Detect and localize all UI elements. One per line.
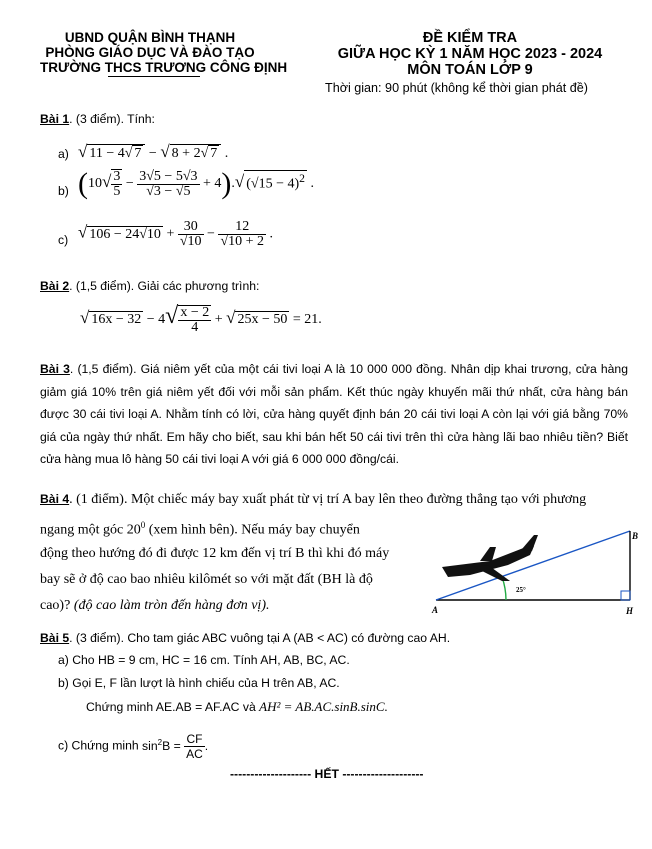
airplane-figure <box>430 525 640 620</box>
bai5-c-text: c) Chứng minh <box>58 738 143 753</box>
bai1-b-expression: (10√ $\frac{3}{5}$ − $\frac{3√5 - 5√3}{√3 - √5}$ + 4).√ $(√15 - 4)^2$ . <box>78 167 314 200</box>
exam-title: ĐỀ KIỂM TRA <box>422 30 518 46</box>
bai3-paragraph <box>40 358 628 471</box>
bai4-label: Bài 4 <box>40 492 70 506</box>
bai2-heading <box>40 278 259 294</box>
label-H: H <box>626 606 634 616</box>
bai1-a-label: a) <box>58 147 69 161</box>
header-left <box>40 30 288 75</box>
bai2-label: Bài 2 <box>40 279 70 293</box>
label-B: B <box>632 531 639 541</box>
department-name: UBND QUẬN BÌNH THẠNH <box>64 30 236 45</box>
bai1-title: . (3 điểm). Tính: <box>69 112 155 126</box>
school-name: TRƯỜNG THCS TRƯƠNG CÔNG ĐỊNH <box>40 60 288 75</box>
bai3-label: Bài 3 <box>40 362 70 376</box>
label-A: A <box>432 605 439 615</box>
bai5-heading <box>40 630 450 646</box>
bai4-line2-text: ngang một góc 20 <box>40 522 141 538</box>
bai5-a: a) Cho HB = 9 cm, HC = 16 cm. Tính AH, AB, BC, AC. <box>58 653 350 667</box>
bai1-a-expression: √ 11 − 4√ 7 − √ 8 + 2√ 7 . <box>78 142 229 161</box>
bai5-b: b) Gọi E, F lần lượt là hình chiếu của H trên AB, AC. <box>58 676 340 690</box>
bai4-line4: bay sẽ ở độ cao bao nhiêu kilômét so với mặt đất (BH là độ <box>40 572 373 587</box>
bai1-label: Bài 1 <box>40 112 70 126</box>
end-marker: -------------------- HẾT -------------------- <box>230 767 424 781</box>
airplane-icon <box>442 535 538 581</box>
header-divider <box>108 76 200 77</box>
bai5-b2-text: Chứng minh AE.AB = AF.AC và <box>86 700 260 714</box>
bai4-line5a-text: cao)? <box>40 598 74 613</box>
bai2-title: . (1,5 điểm). Giải các phương trình: <box>69 279 260 293</box>
bai4-line1 <box>40 492 586 508</box>
bai4-line2: ngang một góc $20^0$ (xem hình bên). Nếu máy bay chuyển <box>40 520 360 538</box>
office-name: PHÒNG GIÁO DỤC VÀ ĐÀO TẠO <box>45 45 255 60</box>
bai1-c-label: c) <box>58 233 69 247</box>
bai5-c-math: $\sin^2B$ = $\frac{CF}{AC}$ . <box>142 732 209 761</box>
bai1-b-label: b) <box>58 184 69 198</box>
angle-label: 25° <box>516 586 526 594</box>
bai3-text: . (1,5 điểm). Giá niêm yết của một cái tivi loại A là 10 000 000 đồng. Nhân dịp khai trương, cửa hàng giảm giá 10% trên giá niêm yết đối với mỗi sản phẩm. Kết thúc ngày khuyến mãi thứ nhất, cửa hàng bán được 30 cái tivi loại A. Nhằm tính có lời, cửa hàng quyết định bán 20 cái tivi loại A còn lại với giá bằng 70% giá của ngày thứ nhất. Em hãy cho biết, sau khi bán hết 50 cái tivi trên thì cửa hàng lãi bao nhiêu tiền? Biết cửa hàng mua lô hàng 50 cái tivi loại A với giá 6 000 000 đồng/cái. <box>40 362 628 466</box>
bai4-line3: động theo hướng đó đi được 12 km đến vị trí B thì khi đó máy <box>40 546 390 561</box>
exam-term: GIỮA HỌC KỲ 1 NĂM HỌC 2023 - 2024 <box>337 46 603 62</box>
bai4-line1-text: . (1 điểm). Một chiếc máy bay xuất phát từ vị trí A bay lên theo đường thẳng tạo với phương <box>69 492 587 507</box>
bai2-equation: √ 16x − 32 − 4√ $\frac{x - 2}{4}$ + √ 25x − 50 = 21. <box>80 303 322 335</box>
bai5-label: Bài 5 <box>40 631 70 645</box>
header-right <box>310 30 630 78</box>
bai4-line5 <box>40 598 269 614</box>
bai4-line5b-text: (độ cao làm tròn đến hàng đơn vị). <box>73 598 270 613</box>
bai5-title: . (3 điểm). Cho tam giác ABC vuông tại A (AB < AC) có đường cao AH. <box>69 631 451 645</box>
bai5-c <box>58 732 208 761</box>
bai5-b2 <box>86 699 388 715</box>
exam-subject: MÔN TOÁN LỚP 9 <box>407 62 533 78</box>
bai5-b2-math: AH² = AB.AC.sinB.sinC. <box>259 699 388 714</box>
bai1-heading <box>40 111 155 127</box>
bai1-c-expression: √ 106 − 24√10 + $\frac{30}{√10}$ − $\frac{12}{√10 + 2}$ . <box>78 219 274 249</box>
right-angle-mark <box>621 591 630 600</box>
bai4-line2b-text: (xem hình bên). Nếu máy bay chuyển <box>145 522 360 538</box>
exam-time: Thời gian: 90 phút (không kể thời gian phát đề) <box>325 81 588 95</box>
